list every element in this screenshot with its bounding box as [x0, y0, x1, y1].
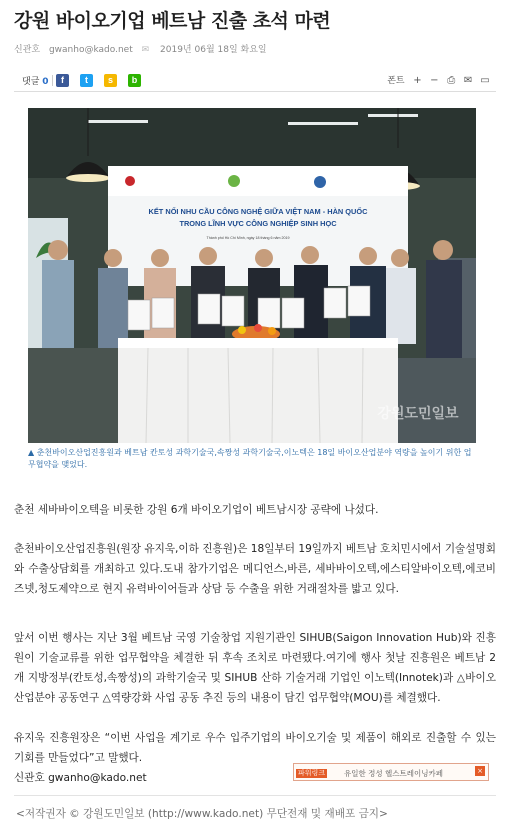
- close-icon[interactable]: ×: [475, 766, 485, 776]
- byline: [14, 42, 273, 55]
- paragraph-1: 춘천 세바바이오텍을 비롯한 강원 6개 바이오기업이 베트남시장 공략에 나섰다.: [14, 504, 379, 516]
- zoom-in-icon[interactable]: +: [413, 75, 422, 86]
- article-title: 강원 바이오기업 베트남 진출 초석 마련: [14, 10, 331, 32]
- banner-title-2: TRONG LĨNH VỰC CÔNG NGHIỆP SINH HỌC: [179, 219, 337, 228]
- reply-label: 댓글: [22, 77, 40, 87]
- article-tools: [387, 73, 492, 88]
- banner-subtitle: Thành phố Hồ Chí Minh, ngày 18 tháng 6 năm 2019: [206, 236, 290, 240]
- paragraph-3: 앞서 이번 행사는 지난 3월 베트남 국영 기술창업 지원기관인 SIHUB(Saigon Innovation Hub)와 진흥원이 기술교류를 위한 업무협약을 체결한 뒤 후속 조치로 마련됐다.여기에 행사 첫날 진흥원은 베트남 2개 지방정부(칸토성,속짱성)의 과학기술국 및 SIHUB 산하 기술거래 기업인 이노텍(Innotek)과 △바이오산업분야 공동연구 △역량강화 사업 공동 추진 등의 내용이 담긴 업무협약(MOU)를 체결했다.: [14, 632, 496, 704]
- ad-tag: 파워링크: [298, 769, 326, 777]
- divider: [52, 75, 53, 86]
- reporter-signature: 신관호 gwanho@kado.net: [14, 772, 147, 784]
- article-toolbar: [14, 70, 496, 92]
- band-share-icon[interactable]: b: [128, 74, 141, 87]
- copyright-notice: <저작권자 © 강원도민일보 (http://www.kado.net) 무단전재 및 재배포 금지>: [16, 808, 388, 820]
- article-photo: [28, 108, 476, 443]
- photo-watermark: 강원도민일보: [377, 406, 459, 422]
- reply-count: 0: [42, 77, 49, 87]
- banner-title-1: KẾT NỐI NHU CẦU CÔNG NGHỆ GIỮA VIỆT NAM - HÀN QUỐC: [148, 207, 368, 216]
- author-email[interactable]: gwanho@kado.net: [48, 45, 133, 55]
- ad-banner[interactable]: [293, 763, 489, 781]
- email-icon: ✉: [141, 45, 150, 55]
- ad-text[interactable]: 유일한 정성 헬스트레이닝카페: [344, 769, 443, 778]
- photo-caption: ▲ 춘천바이오산업진흥원과 베트남 칸토성 과학기술국,속짱성 과학기술국,이노텍은 18일 바이오산업분야 역량을 높이기 위한 업무협약을 맺었다.: [28, 448, 472, 469]
- paragraph-4: 유지욱 진흥원장은 “이번 사업을 계기로 우수 입주기업의 바이오기술 및 제품이 해외로 진출할 수 있는 기회를 만들었다”고 말했다.: [14, 732, 496, 764]
- print-icon[interactable]: ⎙: [447, 75, 456, 86]
- twitter-share-icon[interactable]: t: [80, 74, 93, 87]
- zoom-out-icon[interactable]: −: [430, 75, 439, 86]
- paragraph-2: 춘천바이오산업진흥원(원장 유지욱,이하 진흥원)은 18일부터 19일까지 베트남 호치민시에서 기술설명회와 수출상담회를 개최하고 있다.도내 참가기업은 메디언스,바른, 세바바이오텍,에스티알바이오텍,에코비즈넷,청도제약으로 현지 유력바이어들과 상담 등 수출을 위한 거래절차를 밟고 있다.: [14, 543, 496, 595]
- kakaostory-share-icon[interactable]: s: [104, 74, 117, 87]
- font-label: 폰트: [387, 76, 405, 86]
- photo-illustration: [28, 108, 476, 443]
- scrap-icon[interactable]: ▭: [480, 75, 490, 86]
- facebook-share-icon[interactable]: f: [56, 74, 69, 87]
- publish-date: 2019년 06월 18일 화요일: [160, 45, 267, 55]
- reply-link[interactable]: [22, 74, 49, 87]
- email-icon[interactable]: ✉: [463, 75, 473, 86]
- author-name: 신관호: [14, 45, 41, 55]
- divider: [14, 795, 496, 796]
